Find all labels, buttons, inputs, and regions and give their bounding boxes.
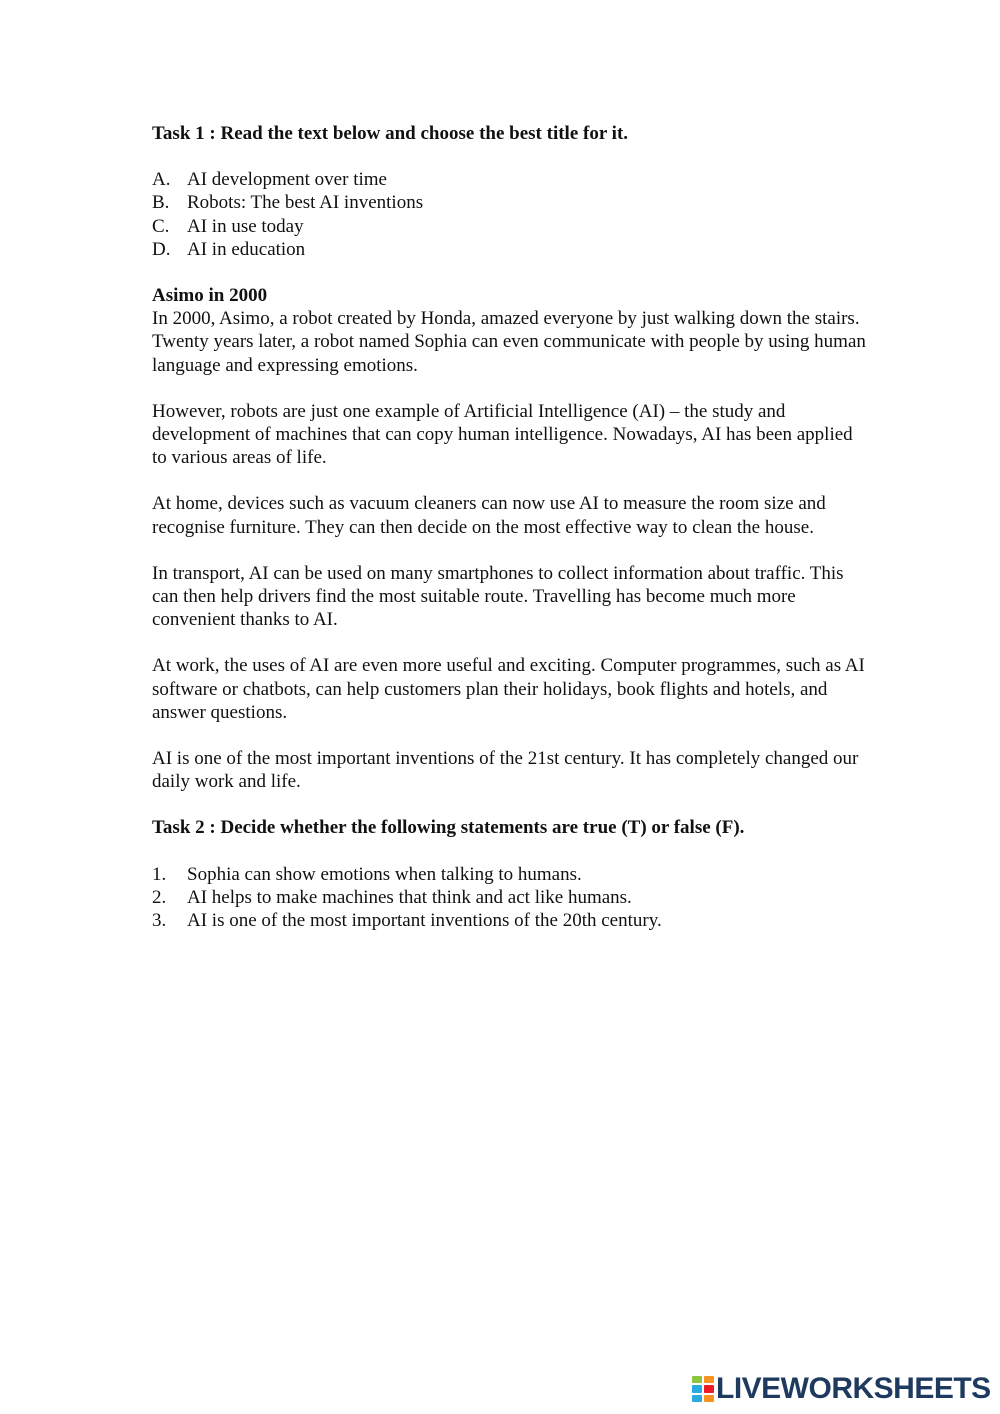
option-letter: C. — [152, 215, 170, 237]
liveworksheets-brand[interactable] — [692, 1374, 991, 1404]
passage-paragraph: At home, devices such as vacuum cleaners can now use AI to measure the room size and recognise furniture. They can then decide on the most effective way to clean the house. — [152, 493, 826, 538]
option-letter: D. — [152, 238, 171, 260]
option-item — [152, 215, 872, 238]
option-text: AI in education — [187, 238, 306, 260]
statement-text: AI helps to make machines that think and act like humans. — [187, 886, 632, 908]
task2-heading: Task 2 : Decide whether the following statements are true (T) or false (F). — [152, 817, 745, 839]
statement-number: 2. — [152, 886, 167, 908]
liveworksheets-logo-icon — [692, 1376, 714, 1402]
passage-paragraph: In 2000, Asimo, a robot created by Honda, amazed everyone by just walking down the stairs. Twenty years later, a robot named Sophia can even communicate with people by using human language and expressing emotions. — [152, 308, 866, 376]
passage-paragraph: At work, the uses of AI are even more useful and exciting. Computer programmes, such as AI software or chatbots, can help customers plan their holidays, book flights and hotels, and answer questions. — [152, 655, 865, 723]
statement-number: 3. — [152, 910, 167, 932]
option-letter: A. — [152, 169, 171, 191]
statement-number: 1. — [152, 863, 167, 885]
statement-text: Sophia can show emotions when talking to humans. — [187, 863, 582, 885]
task1-heading: Task 1 : Read the text below and choose the best title for it. — [152, 123, 629, 144]
statement-item — [152, 886, 872, 909]
brand-name: LIVEWORKSHEETS — [716, 1372, 991, 1405]
statement-item — [152, 863, 872, 886]
option-text: Robots: The best AI inventions — [187, 192, 424, 214]
worksheet-page — [152, 122, 872, 955]
option-text: AI in use today — [187, 215, 304, 237]
passage-title: Asimo in 2000 — [152, 285, 268, 307]
passage-paragraph: AI is one of the most important inventions of the 21st century. It has completely changed our daily work and life. — [152, 748, 859, 793]
statement-text: AI is one of the most important inventions of the 20th century. — [187, 910, 662, 932]
option-text: AI development over time — [187, 169, 387, 191]
passage-paragraph: However, robots are just one example of Artificial Intelligence (AI) – the study and development of machines that can copy human intelligence. Nowadays, AI has been applied to various areas of life. — [152, 400, 853, 469]
option-item — [152, 168, 872, 191]
option-item — [152, 191, 872, 214]
option-letter: B. — [152, 192, 170, 214]
statement-item — [152, 909, 872, 932]
passage-paragraph: In transport, AI can be used on many smartphones to collect information about traffic. This can then help drivers find the most suitable route. Travelling has become much more convenient thanks to AI. — [152, 562, 844, 631]
task1-options — [152, 168, 872, 261]
task2-statements — [152, 863, 872, 933]
option-item — [152, 238, 872, 261]
